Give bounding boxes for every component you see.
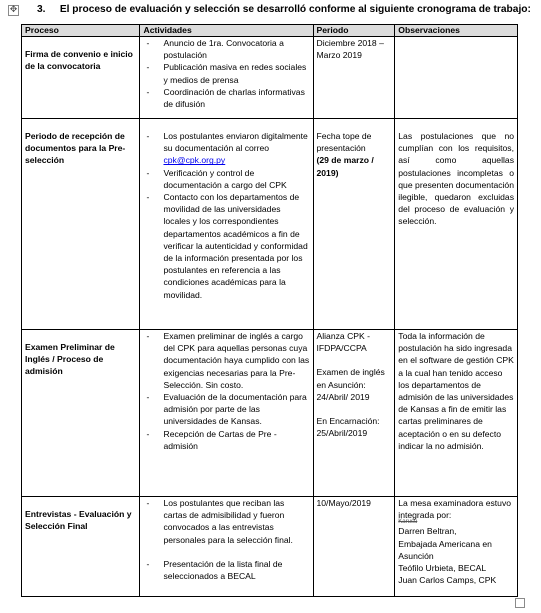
header-actividades: Actividades bbox=[140, 25, 313, 37]
periodo-text: Examen de inglés en Asunción: 24/Abril/ 2019 bbox=[316, 367, 385, 402]
observaciones-line: Embajada Americana en Asunción bbox=[398, 538, 492, 561]
email-link[interactable]: cpk@cpk.org.py bbox=[163, 155, 226, 166]
header-periodo: Periodo bbox=[313, 25, 395, 37]
activity-text: Los postulantes enviaron digitalmente su documentación al correo bbox=[163, 131, 308, 154]
observaciones-line: Teófilo Urbieta, BECAL bbox=[398, 563, 487, 574]
observaciones-intro: La mesa examinadora estuvo integrada por: bbox=[398, 498, 512, 521]
actividades-cell bbox=[140, 330, 313, 497]
observaciones-cell bbox=[395, 37, 518, 119]
actividades-cell bbox=[140, 37, 313, 119]
observaciones-text: Las postulaciones que no cumplían con los requisitos, así como aquellas postulaciones incompletas o que presenten documentación ilegible, quedaron excluidas del proceso de evaluación y selección. bbox=[398, 131, 514, 227]
periodo-text: En Encarnación: 25/Abril/2019 bbox=[316, 416, 380, 439]
periodo-text: Fecha tope de presentación bbox=[316, 131, 372, 154]
periodo-cell bbox=[313, 119, 395, 330]
periodo-cell: Diciembre 2018 – Marzo 2019 bbox=[313, 37, 395, 119]
proceso-cell bbox=[22, 330, 140, 497]
actividades-cell bbox=[140, 497, 313, 597]
observaciones-cell bbox=[395, 119, 518, 330]
proceso-text: Periodo de recepción de documentos para la Pre-selección bbox=[25, 131, 126, 166]
table-move-handle-icon[interactable]: ✥ bbox=[9, 5, 18, 15]
activity-item: - Contacto con los departamentos de movilidad de las universidades locales y los correspondientes departamentos académicos a fin de verificar la autenticidad y conformidad de la información presentada por los postulantes en referencia a las condiciones académicas para la movilidad. bbox=[143, 191, 309, 301]
header-proceso: Proceso bbox=[22, 25, 140, 37]
schedule-table bbox=[21, 24, 518, 597]
proceso-cell bbox=[22, 37, 140, 119]
table-resize-handle[interactable] bbox=[515, 598, 525, 608]
proceso-cell bbox=[22, 119, 140, 330]
activity-item: - Evaluación de la documentación para admisión por parte de las universidades de Kansas. bbox=[143, 391, 309, 428]
section-number: 3. bbox=[37, 4, 46, 15]
activity-item: - Verificación y control de documentación a cargo del CPK bbox=[143, 167, 309, 191]
activity-item: - Coordinación de charlas informativas de difusión bbox=[143, 86, 309, 110]
proceso-text: Firma de convenio e inicio de la convocatoria bbox=[25, 49, 133, 72]
periodo-deadline: (29 de marzo / 2019) bbox=[316, 155, 374, 178]
activity-item: - Anuncio de 1ra. Convocatoria a postulación bbox=[143, 37, 309, 61]
table-row bbox=[22, 497, 518, 597]
periodo-cell bbox=[313, 330, 395, 497]
activity-item: - Presentación de la lista final de seleccionados a BECAL bbox=[143, 558, 309, 582]
activity-item: - Los postulantes que reciban las cartas de admisibilidad y fueron convocados a las entrevistas personales para la selección final. bbox=[143, 497, 309, 546]
table-row bbox=[22, 119, 518, 330]
proceso-text: Examen Preliminar de Inglés / Proceso de admisión bbox=[25, 342, 115, 377]
proceso-cell bbox=[22, 497, 140, 597]
section-heading-text: El proceso de evaluación y selección se desarrolló conforme al siguiente cronograma de trabajo: bbox=[59, 4, 531, 15]
proceso-text: Entrevistas - Evaluación y Selección Final bbox=[25, 509, 132, 532]
section-heading bbox=[37, 4, 537, 15]
observaciones-line: Darren Beltran, bbox=[398, 526, 457, 537]
activity-item: - Recepción de Cartas de Pre - admisión bbox=[143, 428, 309, 452]
observaciones-cell bbox=[395, 497, 518, 597]
activity-item: - Examen preliminar de inglés a cargo del CPK para aquellas personas cuya documentación haya cumplido con las exigencias necesarias para la Pre-Selección. Sin costo. bbox=[143, 330, 309, 391]
table-header-row bbox=[22, 25, 518, 37]
header-observaciones: Observaciones bbox=[395, 25, 518, 37]
activity-item: - Publicación masiva en redes sociales y medios de prensa bbox=[143, 61, 309, 85]
table-row bbox=[22, 37, 518, 119]
strikethrough-text: Karusu bbox=[398, 519, 418, 526]
activity-item bbox=[143, 130, 309, 167]
actividades-cell bbox=[140, 119, 313, 330]
periodo-cell: 10/Mayo/2019 bbox=[313, 497, 395, 597]
observaciones-cell: Toda la información de postulación ha sido ingresada en el software de gestión CPK a la cual han tenido acceso los departamentos de admisión de las universidades de Kansas a fin de emitir las cartas preliminares de aceptación o en su defecto indicar la no admisión. bbox=[395, 330, 518, 497]
periodo-text: Alianza CPK - IFDPA/CCPA bbox=[316, 331, 370, 354]
table-row bbox=[22, 330, 518, 497]
observaciones-line: Juan Carlos Camps, CPK bbox=[398, 575, 497, 586]
